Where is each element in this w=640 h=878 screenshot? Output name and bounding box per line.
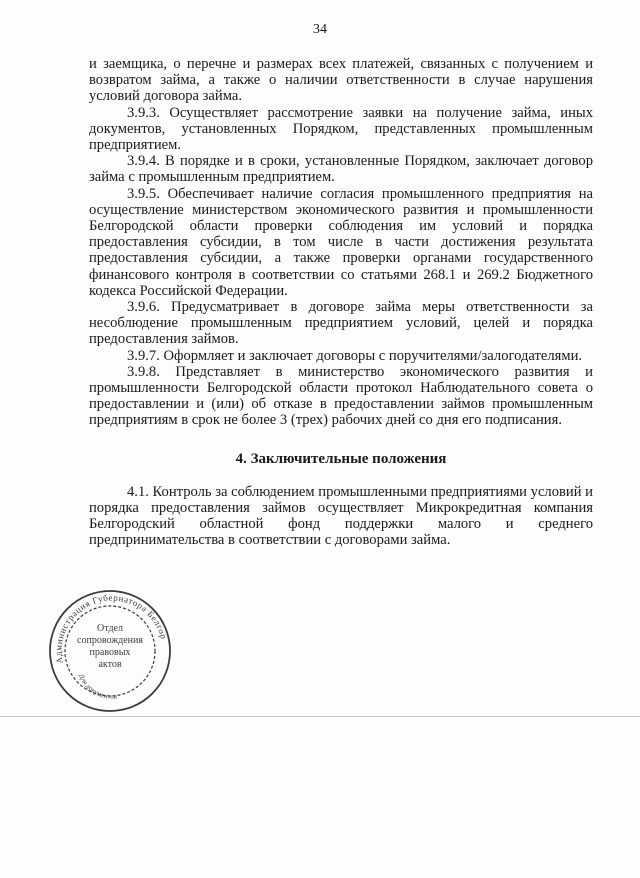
paragraph-3-9-4: 3.9.4. В порядке и в сроки, установленные Порядком, заключает договор займа с промышленным предприятием.: [89, 153, 593, 186]
stamp-graphic: [42, 577, 175, 715]
stamp-bottom-text: Для документов: [77, 672, 118, 701]
paragraph-3-9-6: 3.9.6. Предусматривает в договоре займа меры ответственности за несоблюдение промышленным предприятием условий, целей и порядка предоставления займов.: [89, 299, 593, 348]
scan-edge-line: [0, 716, 640, 717]
paragraph-3-9-5: 3.9.5. Обеспечивает наличие согласия промышленного предприятия на осуществление министерством экономического развития и промышленности Белгородской области проверки соблюдения им условий и порядка предоставления субсидии, в том числе в части достижения результата предоставления субсидии, а также проверки органами государственного финансового контроля в соответствии со статьями 268.1 и 269.2 Бюджетного кодекса Российской Федерации.: [89, 185, 593, 299]
paragraph-3-9-3: 3.9.3. Осуществляет рассмотрение заявки на получение займа, иных документов, установленных Порядком, представленных промышленным предприятием.: [89, 104, 593, 154]
document-body: [89, 56, 593, 549]
stamp-line-1: Отдел: [97, 623, 123, 634]
paragraph-3-9-8: 3.9.8. Представляет в министерство экономического развития и промышленности Белгородской области протокол Наблюдательного совета о предоставлении и (или) об отказе в предоставлении займов промышленным предприятиям в срок не более 3 (трех) рабочих дней со дня его подписания.: [89, 363, 593, 429]
official-stamp: [42, 577, 175, 715]
stamp-line-4: актов: [98, 659, 122, 670]
paragraph-4-1: 4.1. Контроль за соблюдением промышленными предприятиями условий и порядка предоставления займов осуществляет Микрокредитная компания Белгородский областной фонд поддержки малого и среднего предпринимательства в соответствии с договорами займа.: [89, 483, 593, 549]
paragraph-3-9-7: 3.9.7. Оформляет и заключает договоры с поручителями/залогодателями.: [127, 347, 583, 364]
paragraph-continuation: и заемщика, о перечне и размерах всех платежей, связанных с получением и возвратом займа, а также о наличии ответственности в случае нарушения условий договора займа.: [89, 56, 593, 105]
stamp-outer-text: Администрация Губернатора Белгородской области: [42, 577, 170, 665]
section-heading: 4. Заключительные положения: [235, 450, 447, 467]
stamp-line-3: правовых: [89, 647, 131, 658]
stamp-line-2: сопровождения: [77, 635, 143, 646]
page-number: 34: [313, 22, 327, 37]
